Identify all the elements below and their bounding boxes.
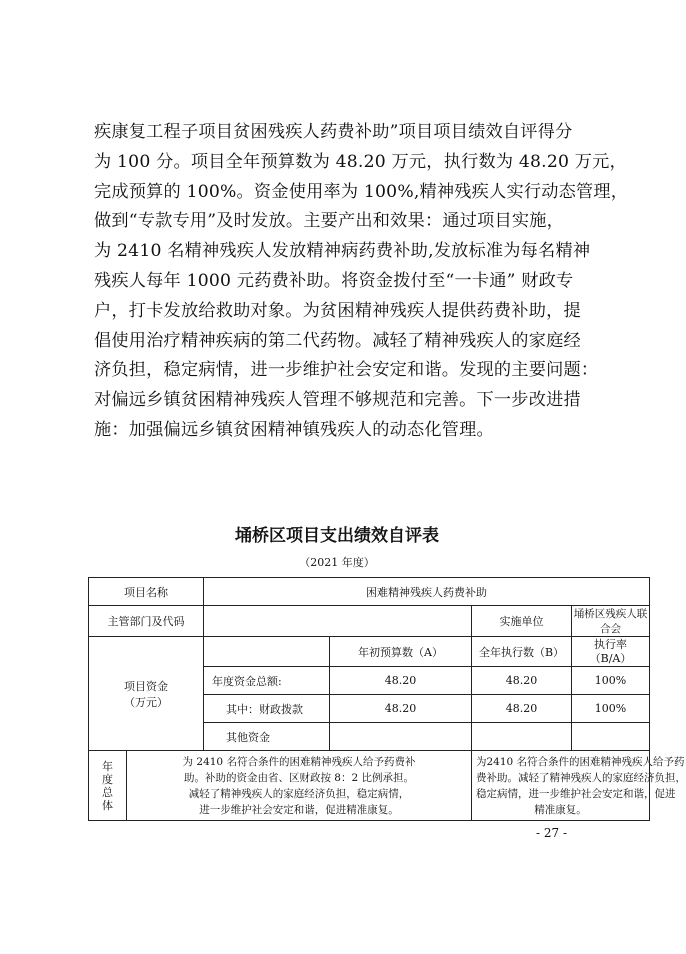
body-line: 完成预算的 100%。资金使用率为 100%,精神残疾人实行动态管理， (94, 181, 629, 202)
goal-side-char: 年 (102, 759, 113, 773)
goal-line: 为2410 名符合条件的困难精神残疾人给予药 (476, 756, 685, 768)
table-row (89, 751, 650, 821)
dept-label: 主管部门及代码 (89, 606, 204, 637)
goal-actual-text (472, 751, 686, 821)
other-funds-label: 其他资金 (204, 723, 330, 751)
col-exec-header: 全年执行数（B） (472, 637, 572, 667)
total-budget-value: 48.20 (330, 667, 472, 695)
impl-unit-value: 埇桥区残疾人联合会 (572, 606, 650, 637)
body-line: 残疾人每年 1000 元药费补助。将资金拨付至“一卡通” 财政专 (94, 270, 574, 291)
body-line: 做到“专款专用”及时发放。主要产出和效果：通过项目实施， (94, 211, 565, 232)
fiscal-rate-value: 100% (572, 695, 650, 723)
table-row (89, 606, 650, 637)
table-title: 埇桥区项目支出绩效自评表 (235, 526, 439, 546)
goal-side-char: 度 (102, 772, 113, 786)
body-line: 疾康复工程子项目贫困残疾人药费补助”项目项目绩效自评得分 (94, 122, 573, 142)
page-number: - 27 - (536, 826, 568, 840)
performance-table (88, 577, 686, 821)
header-empty-cell (204, 637, 330, 667)
goal-side-char: 体 (102, 798, 113, 812)
dept-value (204, 606, 472, 637)
annual-goal-label (89, 751, 127, 821)
fiscal-funds-label: 其中：财政拨款 (204, 695, 330, 723)
funds-label-cell (89, 637, 204, 751)
goal-line: 精准康复。 (534, 804, 587, 816)
body-line: 户，打卡发放给救助对象。为贫困精神残疾人提供药费补助，提 (94, 300, 581, 321)
col-rate-line1: 执行率 (594, 637, 627, 651)
col-rate-line2: （B/A） (589, 651, 632, 665)
goal-expected-text (127, 751, 472, 821)
other-exec-value (472, 723, 572, 751)
project-name-value: 困难精神残疾人药费补助 (204, 578, 650, 606)
goal-side-char: 总 (102, 785, 113, 799)
goal-line: 为 2410 名符合条件的困难精神残疾人给予药费补 (182, 756, 416, 768)
funds-unit: （万元） (124, 695, 168, 709)
funds-label: 项目资金 (124, 679, 168, 693)
table-subtitle: （2021 年度） (299, 556, 375, 569)
fiscal-budget-value: 48.20 (330, 695, 472, 723)
total-exec-value: 48.20 (472, 667, 572, 695)
body-line: 为 2410 名精神残疾人发放精神病药费补助,发放标准为每名精神 (94, 241, 591, 262)
body-line: 为 100 分。项目全年预算数为 48.20 万元，执行数为 48.20 万元， (94, 151, 627, 172)
goal-line: 稳定病情，进一步维护社会安定和谐，促进 (476, 788, 676, 800)
body-line: 施：加强偏远乡镇贫困精神镇残疾人的动态化管理。 (94, 419, 494, 440)
total-funds-label: 年度资金总额: (204, 667, 330, 695)
col-rate-header (572, 637, 650, 667)
col-budget-header: 年初预算数（A） (330, 637, 472, 667)
fiscal-exec-value: 48.20 (472, 695, 572, 723)
other-budget-value (330, 723, 472, 751)
body-line: 济负担，稳定病情，进一步维护社会安定和谐。发现的主要问题： (94, 360, 599, 381)
goal-line: 费补助。减轻了精神残疾人的家庭经济负担， (476, 772, 686, 784)
goal-line: 进一步维护社会安定和谐，促进精准康复。 (199, 804, 399, 816)
table-row (89, 637, 650, 667)
goal-line: 助。补助的资金由省、区财政按 8：2 比例承担。 (183, 772, 415, 784)
body-line: 倡使用治疗精神疾病的第二代药物。减轻了精神残疾人的家庭经 (94, 330, 581, 351)
project-name-label: 项目名称 (89, 578, 204, 606)
total-rate-value: 100% (572, 667, 650, 695)
body-paragraph (94, 118, 629, 446)
goal-line: 减轻了精神残疾人的家庭经济负担，稳定病情， (188, 788, 410, 800)
other-rate-value (572, 723, 650, 751)
body-line: 对偏远乡镇贫困精神残疾人管理不够规范和完善。下一步改进措 (94, 390, 581, 411)
impl-unit-label: 实施单位 (472, 606, 572, 637)
table-row (89, 578, 650, 606)
